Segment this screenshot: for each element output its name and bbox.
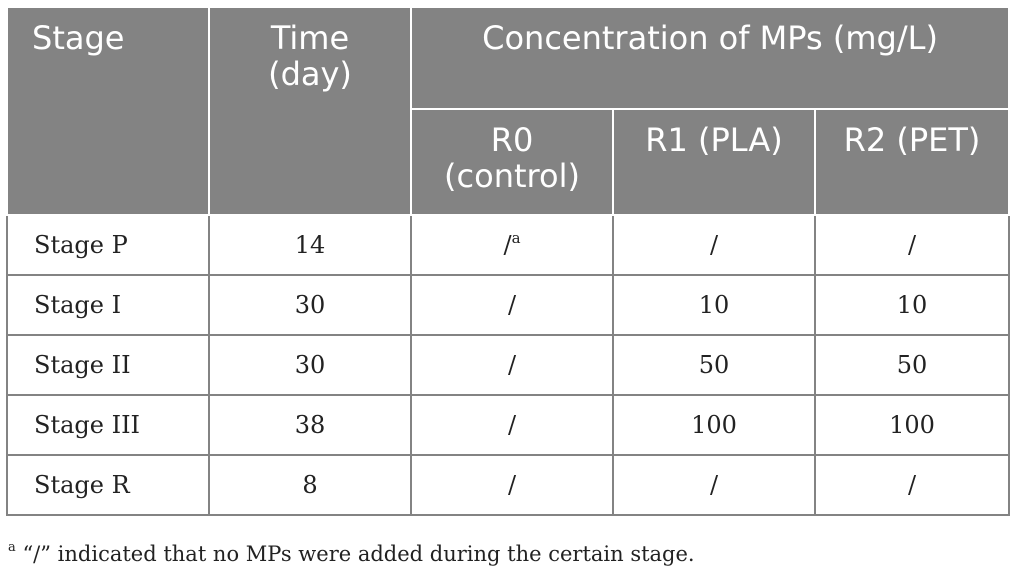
cell-r1: 10 (613, 275, 815, 335)
cell-stage: Stage P (7, 215, 209, 275)
cell-r0: / (411, 395, 613, 455)
cell-r2: / (815, 455, 1009, 515)
footnote-marker: a (511, 229, 521, 247)
cell-r0: / (411, 455, 613, 515)
cell-r2: / (815, 215, 1009, 275)
cell-stage: Stage R (7, 455, 209, 515)
table-row (7, 395, 1009, 455)
cell-r2: 100 (815, 395, 1009, 455)
table-row (7, 335, 1009, 395)
header-r1: R1 (PLA) (613, 109, 815, 215)
cell-time: 30 (209, 275, 411, 335)
cell-time: 30 (209, 335, 411, 395)
header-time: Time (day) (209, 7, 411, 215)
cell-r1: 50 (613, 335, 815, 395)
table-row (7, 215, 1009, 275)
data-table (6, 6, 1010, 516)
cell-r1: 100 (613, 395, 815, 455)
footnote-text: “/” indicated that no MPs were added during the certain stage. (15, 542, 695, 566)
cell-r0-value: / (503, 231, 512, 259)
footnote-marker: a (8, 540, 16, 555)
cell-r2: 10 (815, 275, 1009, 335)
table-row (7, 455, 1009, 515)
cell-r0 (411, 215, 613, 275)
cell-r2: 50 (815, 335, 1009, 395)
cell-time: 14 (209, 215, 411, 275)
cell-r0: / (411, 335, 613, 395)
cell-stage: Stage II (7, 335, 209, 395)
cell-r0: / (411, 275, 613, 335)
header-r0: R0 (control) (411, 109, 613, 215)
header-stage: Stage (7, 7, 209, 215)
header-r2: R2 (PET) (815, 109, 1009, 215)
header-concentration: Concentration of MPs (mg/L) (411, 7, 1009, 109)
cell-time: 38 (209, 395, 411, 455)
cell-time: 8 (209, 455, 411, 515)
cell-stage: Stage I (7, 275, 209, 335)
cell-r1: / (613, 215, 815, 275)
cell-stage: Stage III (7, 395, 209, 455)
cell-r1: / (613, 455, 815, 515)
table-row (7, 275, 1009, 335)
table-footnote (8, 542, 695, 566)
